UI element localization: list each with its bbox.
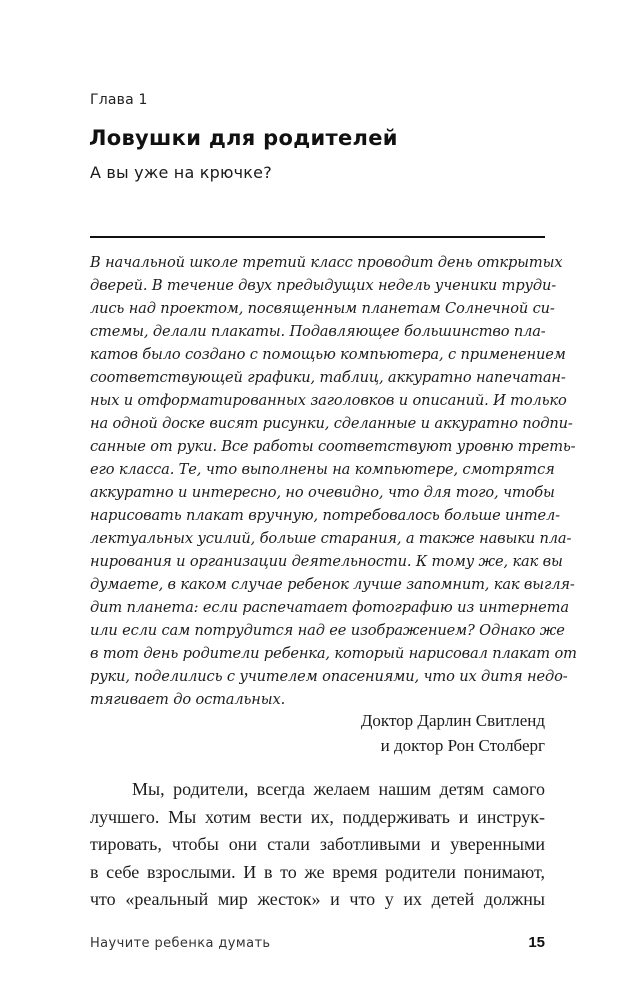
- body-line: Мы, родители, всегда желаем нашим детям самого: [132, 779, 545, 799]
- epigraph-line: лись над проектом, посвященным планетам Солнечной си-: [90, 300, 555, 317]
- epigraph-line: нирования и организации деятельности. К тому же, как вы: [90, 553, 563, 570]
- page-number: 15: [528, 934, 545, 951]
- epigraph-line: в тот день родители ребенка, который нарисовал плакат от: [90, 645, 577, 662]
- chapter-subtitle: А вы уже на крючке?: [90, 163, 272, 182]
- epigraph-line: соответствующей графики, таблиц, аккуратно напечатан-: [90, 369, 566, 386]
- epigraph-line: В начальной школе третий класс проводит день открытых: [90, 254, 563, 271]
- epigraph-line: ных и отформатированных заголовков и описаний. И только: [90, 392, 567, 409]
- epigraph-line: руки, поделились с учителем опасениями, что их дитя недо-: [90, 668, 568, 685]
- epigraph-attribution: [361, 708, 545, 758]
- body-line: лучшего. Мы хотим вести их, поддерживать и инструк-: [90, 806, 545, 827]
- attribution-author-1: Доктор Дарлин Свитленд: [360, 711, 545, 730]
- chapter-label: Глава 1: [90, 92, 148, 108]
- epigraph-line: думаете, в каком случае ребенок лучше запомнит, как выгля-: [90, 576, 575, 593]
- epigraph-line: стемы, делали плакаты. Подавляющее большинство пла-: [90, 323, 546, 340]
- epigraph-line: его класса. Те, что выполнены на компьютере, смотрятся: [90, 461, 555, 478]
- epigraph-line: катов было создано с помощью компьютера, с применением: [90, 346, 566, 363]
- body-paragraph: [90, 776, 545, 914]
- attribution-author-2: и доктор Рон Столберг: [380, 736, 545, 755]
- epigraph: [90, 251, 577, 711]
- epigraph-line: дверей. В течение двух предыдущих недель ученики труди-: [90, 277, 556, 294]
- epigraph-line: тягивает до остальных.: [90, 691, 286, 708]
- body-line: что «реальный мир жесток» и что у их детей должны: [90, 889, 545, 909]
- epigraph-line: или если сам потрудится над ее изображением? Однако же: [90, 622, 565, 639]
- body-line: тировать, чтобы они стали заботливыми и уверенными: [90, 834, 545, 854]
- body-line: в себе взрослыми. И в то же время родители понимают,: [90, 861, 545, 882]
- horizontal-rule: [90, 236, 545, 238]
- epigraph-line: дит планета: если распечатает фотографию из интернета: [90, 599, 569, 616]
- running-footer-title: Научите ребенка думать: [90, 936, 271, 951]
- epigraph-line: лектуальных усилий, больше старания, а также навыки пла-: [90, 530, 572, 547]
- epigraph-line: на одной доске висят рисунки, сделанные и аккуратно подпи-: [90, 415, 573, 432]
- chapter-title: Ловушки для родителей: [89, 126, 398, 150]
- epigraph-line: нарисовать плакат вручную, потребовалось больше интел-: [90, 507, 560, 524]
- epigraph-line: санные от руки. Все работы соответствуют уровню треть-: [90, 438, 576, 455]
- epigraph-line: аккуратно и интересно, но очевидно, что для того, чтобы: [90, 484, 555, 501]
